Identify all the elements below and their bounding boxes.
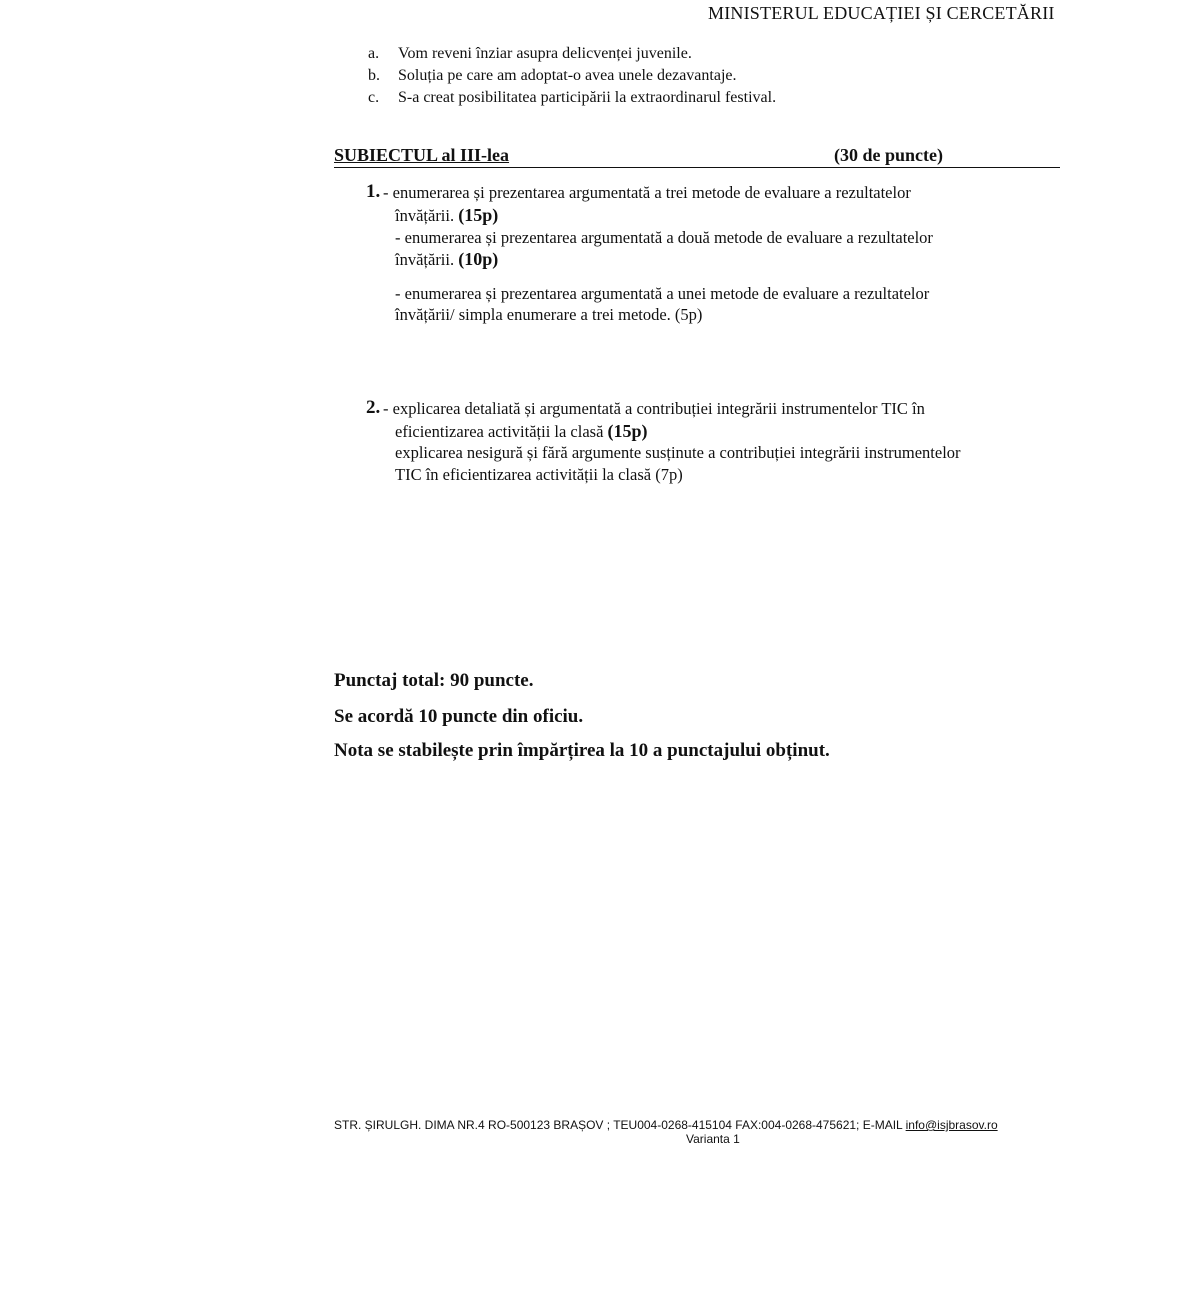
footer-email-link[interactable]: info@isjbrasov.ro [905,1118,998,1132]
option-c [368,89,776,107]
criterion-text: învățării. [395,206,455,225]
total-points: Punctaj total: 90 puncte. [334,670,534,691]
ministry-header: MINISTERUL EDUCAȚIEI ȘI CERCETĂRII [708,3,1055,23]
item1-criterion3-line2: învățării/ simpla enumerare a trei metode. (5p) [395,305,703,324]
item2-criterion1-line1: - explicarea detaliată și argumentată a contribuției integrării instrumentelor TIC în [383,399,925,418]
footer-address [334,1118,998,1132]
item1-criterion2-line1: - enumerarea și prezentarea argumentată a două metode de evaluare a rezultatelor [395,228,933,247]
option-letter: b. [368,67,380,84]
item2-criterion1-line2 [395,421,648,442]
item2-criterion2-line1: explicarea nesigură și fără argumente susținute a contribuției integrării instrumentelor [395,443,961,462]
subject-underline [334,167,1060,168]
criterion-points: (15p) [607,421,648,441]
footer-variant: Varianta 1 [686,1132,740,1146]
subject-points: (30 de puncte) [834,145,943,165]
criterion-points: (10p) [458,249,499,269]
item2-criterion2-line2: TIC în eficientizarea activității la clasă (7p) [395,465,683,484]
footer-address-text: STR. ȘIRULGH. DIMA NR.4 RO-500123 BRAȘOV ; TEU004-0268-415104 FAX:004-0268-475621; E-MAIL [334,1118,906,1132]
item1-criterion1-line2 [395,205,498,226]
item2-number: 2. [366,397,381,418]
criterion-text: învățării. [395,250,455,269]
option-text: Vom reveni înziar asupra delicvenței juvenile. [398,45,692,62]
option-letter: a. [368,45,380,62]
option-b [368,67,737,85]
subject-title: SUBIECTUL al III-lea [334,145,510,165]
criterion-text: eficientizarea activității la clasă [395,422,604,441]
item1-criterion1-line1: - enumerarea și prezentarea argumentată a trei metode de evaluare a rezultatelor [383,183,911,202]
item1-criterion2-line2 [395,249,498,270]
option-text: Soluția pe care am adoptat-o avea unele dezavantaje. [398,67,737,84]
option-letter: c. [368,89,380,106]
grade-rule: Nota se stabilește prin împărțirea la 10 a punctajului obținut. [334,740,830,761]
item1-criterion3-line1: - enumerarea și prezentarea argumentată a unei metode de evaluare a rezultatelor [395,284,930,303]
option-text: S-a creat posibilitatea participării la extraordinarul festival. [398,89,777,106]
item1-number: 1. [366,181,381,202]
bonus-points: Se acordă 10 puncte din oficiu. [334,706,584,727]
option-a [368,45,692,63]
criterion-points: (15p) [458,205,499,225]
